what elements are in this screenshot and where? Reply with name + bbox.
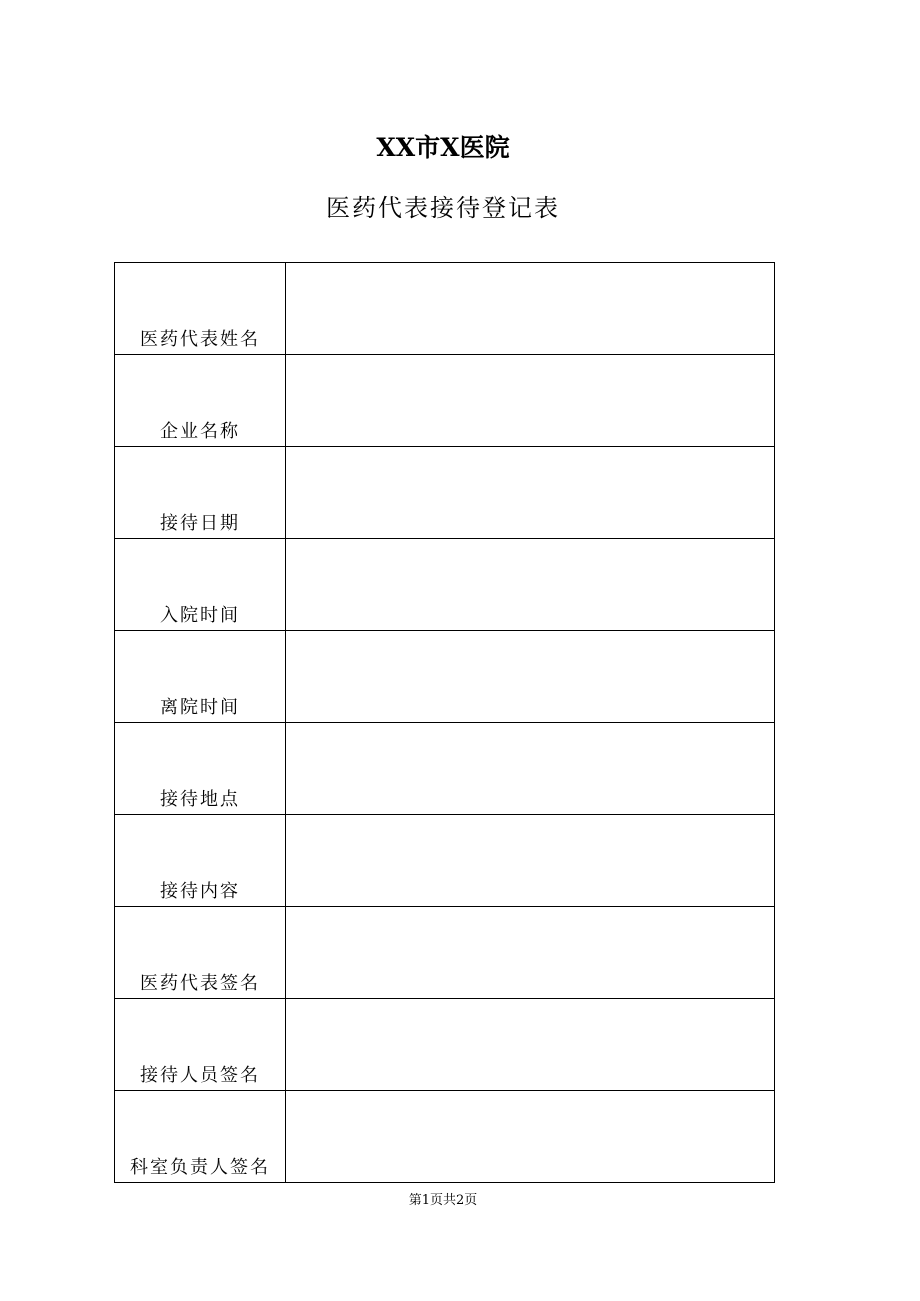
form-row-departure-time: [115, 631, 775, 723]
form-row-content: [115, 815, 775, 907]
form-row-location: [115, 723, 775, 815]
form-title: 医药代表接待登记表: [326, 194, 560, 222]
field-value-arrival-time[interactable]: [286, 539, 775, 631]
field-value-location[interactable]: [286, 723, 775, 815]
field-label-reception-date: 接待日期: [115, 447, 286, 539]
hospital-title: XX市X医院: [376, 133, 510, 162]
field-label-rep-signature: 医药代表签名: [115, 907, 286, 999]
field-label-head-signature: 科室负责人签名: [115, 1091, 286, 1183]
field-value-rep-signature[interactable]: [286, 907, 775, 999]
form-row-arrival-time: [115, 539, 775, 631]
field-label-location: 接待地点: [115, 723, 286, 815]
field-value-head-signature[interactable]: [286, 1091, 775, 1183]
field-label-arrival-time: 入院时间: [115, 539, 286, 631]
field-value-rep-name[interactable]: [286, 263, 775, 355]
registration-form-table: [114, 262, 775, 1183]
page-number: 第1页共2页: [408, 1193, 478, 1208]
field-label-company: 企业名称: [115, 355, 286, 447]
form-row-staff-signature: [115, 999, 775, 1091]
form-row-rep-signature: [115, 907, 775, 999]
field-value-company[interactable]: [286, 355, 775, 447]
field-value-departure-time[interactable]: [286, 631, 775, 723]
form-row-company: [115, 355, 775, 447]
field-label-content: 接待内容: [115, 815, 286, 907]
field-value-content[interactable]: [286, 815, 775, 907]
form-row-rep-name: [115, 263, 775, 355]
field-label-departure-time: 离院时间: [115, 631, 286, 723]
field-label-staff-signature: 接待人员签名: [115, 999, 286, 1091]
form-row-head-signature: [115, 1091, 775, 1183]
field-value-staff-signature[interactable]: [286, 999, 775, 1091]
form-row-reception-date: [115, 447, 775, 539]
field-label-rep-name: 医药代表姓名: [115, 263, 286, 355]
field-value-reception-date[interactable]: [286, 447, 775, 539]
